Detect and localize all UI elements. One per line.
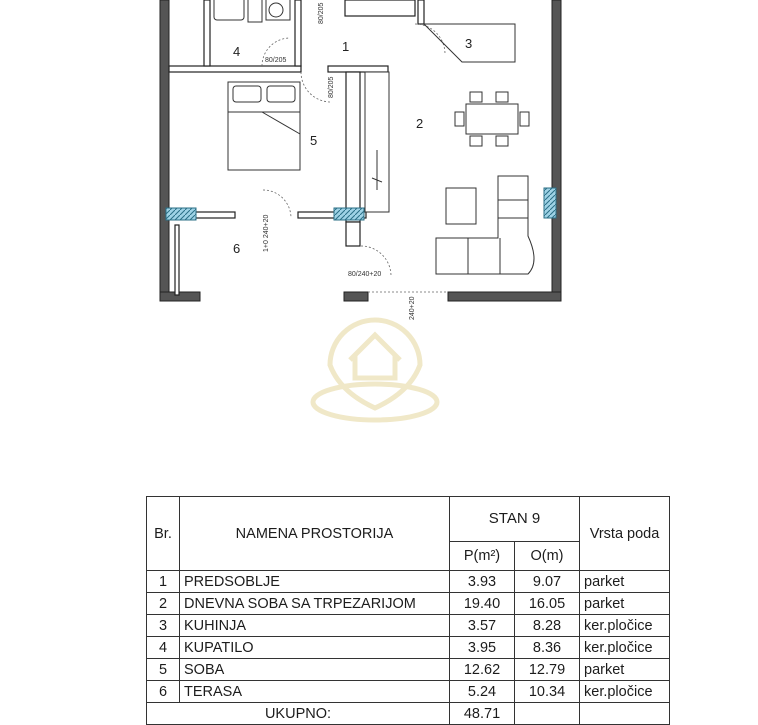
door-dimension: 240+20 [409,296,416,320]
watermark-logo [313,320,437,420]
row-room-name: DNEVNA SOBA SA TRPEZARIJOM [180,593,450,615]
header-area: P(m²) [450,542,515,571]
row-room-name: KUHINJA [180,615,450,637]
row-floor-type: parket [580,659,670,681]
total-row [147,703,670,725]
door-dimension: 80/205 [265,57,287,64]
table-row [147,681,670,703]
header-floor-type: Vrsta poda [580,497,670,571]
row-area: 3.95 [450,637,515,659]
row-perimeter: 8.36 [515,637,580,659]
double-bed [228,82,300,170]
row-floor-type: ker.pločice [580,681,670,703]
row-floor-type: ker.pločice [580,637,670,659]
room-label-6: 6 [233,241,241,256]
bathroom-fixtures [214,0,290,22]
row-room-name: PREDSOBLJE [180,571,450,593]
row-perimeter: 12.79 [515,659,580,681]
row-nr: 3 [147,615,180,637]
door-dimension: 80/240+20 [348,271,382,278]
row-room-name: SOBA [180,659,450,681]
row-perimeter: 9.07 [515,571,580,593]
row-area: 5.24 [450,681,515,703]
door-dimension: 80/205 [328,76,335,98]
room-label-1: 1 [342,39,350,54]
row-floor-type: ker.pločice [580,615,670,637]
door-dimension: 80/205 [318,2,325,24]
row-nr: 2 [147,593,180,615]
table-row [147,571,670,593]
table-row [147,659,670,681]
row-floor-type: parket [580,593,670,615]
header-room-name: NAMENA PROSTORIJA [180,497,450,571]
row-perimeter: 8.28 [515,615,580,637]
header-perimeter: O(m) [515,542,580,571]
room-label-2: 2 [416,116,424,131]
row-nr: 5 [147,659,180,681]
row-area: 19.40 [450,593,515,615]
row-area: 3.57 [450,615,515,637]
table-row [147,615,670,637]
row-area: 3.93 [450,571,515,593]
row-floor-type: parket [580,571,670,593]
row-room-name: KUPATILO [180,637,450,659]
room-table [146,496,670,725]
row-perimeter: 10.34 [515,681,580,703]
header-nr: Br. [147,497,180,571]
table-row [147,593,670,615]
sofa [436,176,534,274]
row-room-name: TERASA [180,681,450,703]
room-label-4: 4 [233,44,241,59]
row-perimeter: 16.05 [515,593,580,615]
room-label-5: 5 [310,133,318,148]
row-nr: 6 [147,681,180,703]
table-row [147,637,670,659]
row-nr: 4 [147,637,180,659]
row-area: 12.62 [450,659,515,681]
door-dimension: 1+0 240+20 [263,214,270,252]
header-unit: STAN 9 [450,497,580,542]
total-area: 48.71 [450,703,515,725]
room-label-3: 3 [465,36,473,51]
row-nr: 1 [147,571,180,593]
total-label: UKUPNO: [147,703,450,725]
dining-table [455,92,529,146]
wardrobe [365,72,389,212]
